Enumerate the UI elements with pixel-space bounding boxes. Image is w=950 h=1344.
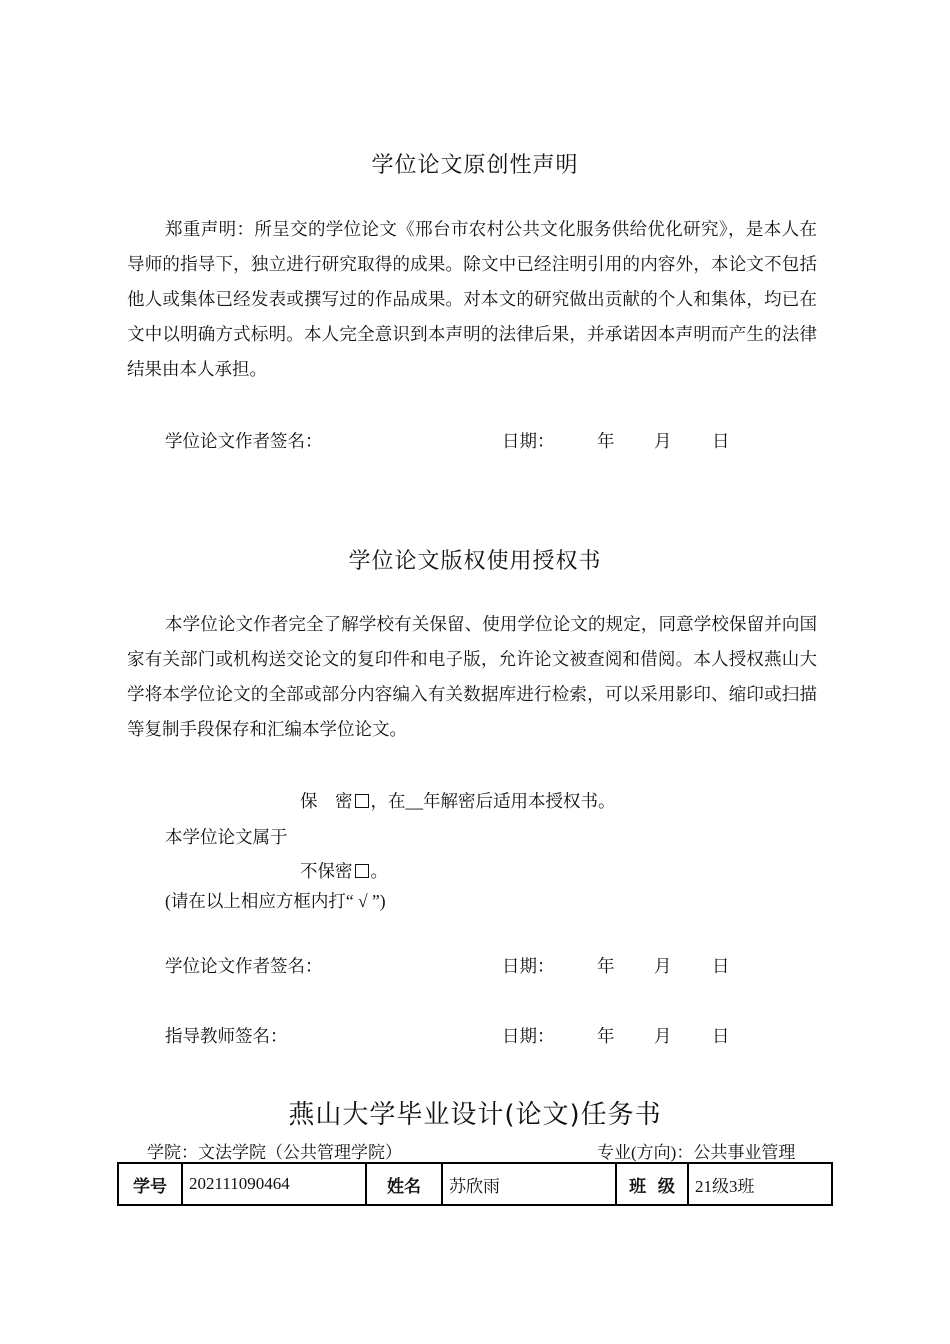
student-info-table [117,1162,833,1206]
not-secret-suffix: 。 [370,861,388,881]
secret-option [300,788,616,813]
author-sign-label: 学位论文作者签名： [165,431,323,451]
declaration-title: 学位论文原创性声明 [371,153,579,178]
secret-label: 保 密 [300,791,353,811]
day-label: 日 [712,431,730,451]
student-id-label: 学号 [118,1163,182,1205]
class-label: 班 级 [616,1163,688,1205]
belongs-label: 本学位论文属于 [165,827,288,847]
month-label: 月 [654,431,672,451]
name-value: 苏欣雨 [442,1163,616,1205]
class-value: 21级3班 [688,1163,832,1205]
day-label-2: 日 [712,956,730,976]
year-label-2: 年 [597,956,615,976]
date-label-2: 日期： [502,956,555,976]
authorization-body: 本学位论文作者完全了解学校有关保留、使用学位论文的规定，同意学校保留并向国家有关部门或机构送交论文的复印件和电子版，允许论文被查阅和借阅。本人授权燕山大学将本学位论文的全部或部分内容编入有关数据库进行检索，可以采用影印、缩印或扫描等复制手段保存和汇编本学位论文。 [127,614,817,739]
task-title: 燕山大学毕业设计(论文)任务书 [288,1100,662,1130]
month-label-2: 月 [654,956,672,976]
not-secret-label: 不保密 [300,861,353,881]
table-row [118,1163,832,1205]
secret-checkbox[interactable] [355,794,369,808]
day-label-3: 日 [712,1026,730,1046]
declaration-body: 郑重声明：所呈交的学位论文《邢台市农村公共文化服务供给优化研究》，是本人在导师的指导下，独立进行研究取得的成果。除文中已经注明引用的内容外，本论文不包括他人或集体已经发表或撰写过的作品成果。对本文的研究做出贡献的个人和集体，均已在文中以明确方式标明。本人完全意识到本声明的法律后果，并承诺因本声明而产生的法律结果由本人承担。 [127,219,817,379]
major-label: 专业(方向)：公共事业管理 [597,1143,796,1162]
tick-note: (请在以上相应方框内打“ √ ”) [165,891,386,911]
year-label-3: 年 [597,1026,615,1046]
date-label: 日期： [502,431,555,451]
student-id-value: 202111090464 [182,1163,366,1205]
date-label-3: 日期： [502,1026,555,1046]
advisor-sign-label: 指导教师签名： [165,1026,288,1046]
not-secret-option [300,858,388,883]
not-secret-checkbox[interactable] [355,864,369,878]
college-label: 学院：文法学院（公共管理学院） [147,1143,402,1162]
year-label: 年 [597,431,615,451]
authorization-title: 学位论文版权使用授权书 [348,549,602,574]
secret-suffix: ，在__年解密后适用本授权书。 [370,791,616,811]
author-sign-label-2: 学位论文作者签名： [165,956,323,976]
name-label: 姓名 [366,1163,442,1205]
month-label-3: 月 [654,1026,672,1046]
